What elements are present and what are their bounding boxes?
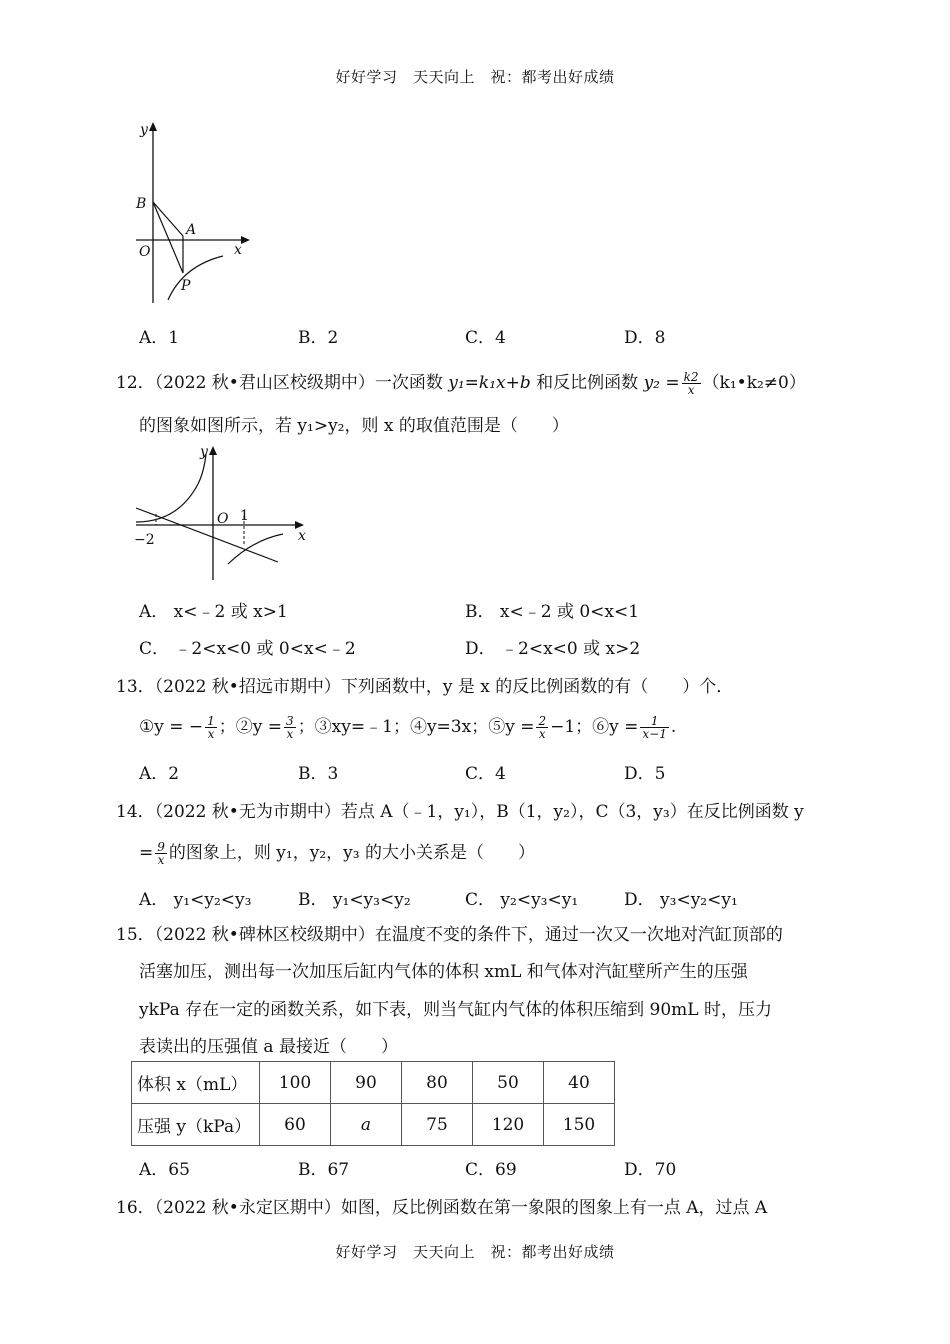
q15-table-head-pressure: 压强 y（kPa） <box>132 1104 260 1146</box>
q14-frac <box>155 841 167 866</box>
q13-line1: 13．（2022 秋•招远市期中）下列函数中，y 是 x 的反比例函数的有（ ）个． <box>116 677 734 697</box>
q15-line1: 15．（2022 秋•碑林区校级期中）在温度不变的条件下，通过一次又一次地对汽缸顶部的 <box>116 925 783 945</box>
q11-option-d: D．8 <box>624 328 666 348</box>
q11-label-a: A <box>186 222 197 238</box>
q11-label-b: B <box>136 196 147 212</box>
q11-hyperbola <box>168 256 223 300</box>
q12-option-c: C． ﹣2<x<0 或 0<x<﹣2 <box>139 639 356 659</box>
q13-item2: ；②y = <box>218 717 283 737</box>
q11-graph <box>128 118 258 308</box>
q12-condition: （k₁•k₂≠0） <box>702 373 806 393</box>
q12-line1 <box>116 368 806 396</box>
q12-source: （2022 秋•君山区校级期中） <box>154 373 375 393</box>
q12-eq1: y₁=k₁x+b <box>448 373 531 393</box>
q15-table-cell: 50 <box>473 1062 544 1104</box>
q15-table <box>131 1061 615 1146</box>
q13-item5: −1；⑥y = <box>550 717 639 737</box>
q15-table-cell: 120 <box>473 1104 544 1146</box>
q12-text2: 和反比例函数 <box>530 373 644 393</box>
q13-option-d: D．5 <box>624 764 666 784</box>
q12-option-d: D． ﹣2<x<0 或 x>2 <box>465 639 641 659</box>
q15-table-cell: 60 <box>260 1104 331 1146</box>
q11-option-c: C．4 <box>465 328 506 348</box>
q15-line4: 表读出的压强值 a 最接近（ ） <box>139 1037 398 1057</box>
q14-line2-wrap <box>139 838 535 866</box>
q12-label-x: x <box>298 528 306 544</box>
q14-option-c: C． y₂<y₃<y₁ <box>465 890 579 910</box>
q12-hyperbola-left <box>136 484 198 522</box>
q14-eq: = <box>139 843 154 863</box>
q11-line-ba <box>153 202 183 236</box>
q12-text1: 一次函数 <box>374 373 449 393</box>
q14-line1: 14．（2022 秋•无为市期中）若点 A（﹣1，y₁），B（1，y₂），C（3，y₃）在反比例函数 y <box>116 802 804 822</box>
q15-option-c: C．69 <box>465 1160 517 1180</box>
q11-x-arrow <box>241 236 250 244</box>
q13-frac6-num: 1 <box>640 715 668 728</box>
q13-frac5 <box>536 715 548 740</box>
q14-frac-den: x <box>157 853 165 867</box>
q14-option-a: A． y₁<y₂<y₃ <box>139 890 252 910</box>
q13-option-c: C．4 <box>465 764 506 784</box>
q16-line1: 16．（2022 秋•永定区期中）如图，反比例函数在第一象限的图象上有一点 A，过点 A <box>116 1198 768 1218</box>
q12-number: 12． <box>116 373 155 393</box>
q13-frac2-num: 3 <box>286 714 294 728</box>
q12-label-y: y <box>200 444 208 460</box>
q13-frac5-den: x <box>538 727 546 741</box>
q11-label-p: P <box>181 278 191 294</box>
q12-eq2: y₂ = <box>643 373 680 393</box>
q14-option-b: B． y₁<y₃<y₂ <box>298 890 411 910</box>
q12-label-neg2: −2 <box>134 532 155 548</box>
q15-table-row-volume <box>132 1062 615 1104</box>
q12-label-o: O <box>217 511 229 527</box>
q11-label-x: x <box>234 242 242 258</box>
page-header: 好好学习 天天向上 祝：都考出好成绩 <box>335 68 615 86</box>
q13-frac2 <box>284 715 296 740</box>
q15-option-a: A．65 <box>139 1160 190 1180</box>
q13-frac2-den: x <box>286 727 294 741</box>
q11-label-o: O <box>139 244 151 260</box>
q15-line3: ykPa 存在一定的函数关系，如下表，则当气缸内气体的体积压缩到 90mL 时，压力 <box>139 1000 772 1020</box>
q13-option-b: B．3 <box>298 764 339 784</box>
q13-item3: ；③xy=﹣1；④y=3x；⑤y = <box>297 717 535 737</box>
q15-table-cell: 150 <box>544 1104 615 1146</box>
q15-option-b: B．67 <box>298 1160 350 1180</box>
q15-table-head-volume: 体积 x（mL） <box>132 1062 260 1104</box>
q14-frac-num: 9 <box>157 840 165 854</box>
q15-table-cell: 90 <box>331 1062 402 1104</box>
q14-line2: 的图象上，则 y₁，y₂，y₃ 的大小关系是（ ） <box>168 843 535 863</box>
q15-table-cell: 100 <box>260 1062 331 1104</box>
q12-frac-num: k2 <box>683 370 699 384</box>
q13-frac5-num: 2 <box>538 714 547 728</box>
page-footer: 好好学习 天天向上 祝：都考出好成绩 <box>335 1243 615 1261</box>
q15-table-cell: 80 <box>402 1062 473 1104</box>
q11-option-b: B．2 <box>298 328 339 348</box>
q15-table-cell: a <box>331 1104 402 1146</box>
q12-hyperbola-right <box>228 534 283 564</box>
q13-end: . <box>670 717 677 737</box>
q13-item1: ①y = − <box>139 717 204 737</box>
q13-frac6-den: x−1 <box>642 727 667 741</box>
q12-linear-line <box>136 508 278 562</box>
q12-y-arrow <box>209 446 217 455</box>
q11-line-bp <box>153 202 183 273</box>
q12-option-b: B． x<﹣2 或 0<x<1 <box>465 602 640 622</box>
q13-items <box>139 712 676 740</box>
q13-frac6 <box>640 715 668 740</box>
q12-option-a: A． x<﹣2 或 x>1 <box>139 602 288 622</box>
q14-option-d: D． y₃<y₂<y₁ <box>624 890 738 910</box>
q15-option-d: D．70 <box>624 1160 677 1180</box>
q12-frac-den: x <box>687 383 695 397</box>
q13-frac1-den: x <box>207 727 215 741</box>
q12-label-one: 1 <box>240 508 249 524</box>
q12-graph <box>128 440 318 585</box>
q12-line2: 的图象如图所示，若 y₁>y₂，则 x 的取值范围是（ ） <box>139 416 569 436</box>
q12-fraction <box>682 371 701 396</box>
q11-y-arrow <box>149 122 157 131</box>
q15-line2: 活塞加压，测出每一次加压后缸内气体的体积 xmL 和气体对汽缸壁所产生的压强 <box>139 962 748 982</box>
q11-label-y: y <box>140 122 148 138</box>
q11-option-a: A．1 <box>139 328 180 348</box>
q13-option-a: A．2 <box>139 764 180 784</box>
q15-table-cell: 75 <box>402 1104 473 1146</box>
q15-table-cell: 40 <box>544 1062 615 1104</box>
q15-table-row-pressure <box>132 1104 615 1146</box>
q13-frac1 <box>205 715 217 740</box>
q13-frac1-num: 1 <box>207 714 215 728</box>
